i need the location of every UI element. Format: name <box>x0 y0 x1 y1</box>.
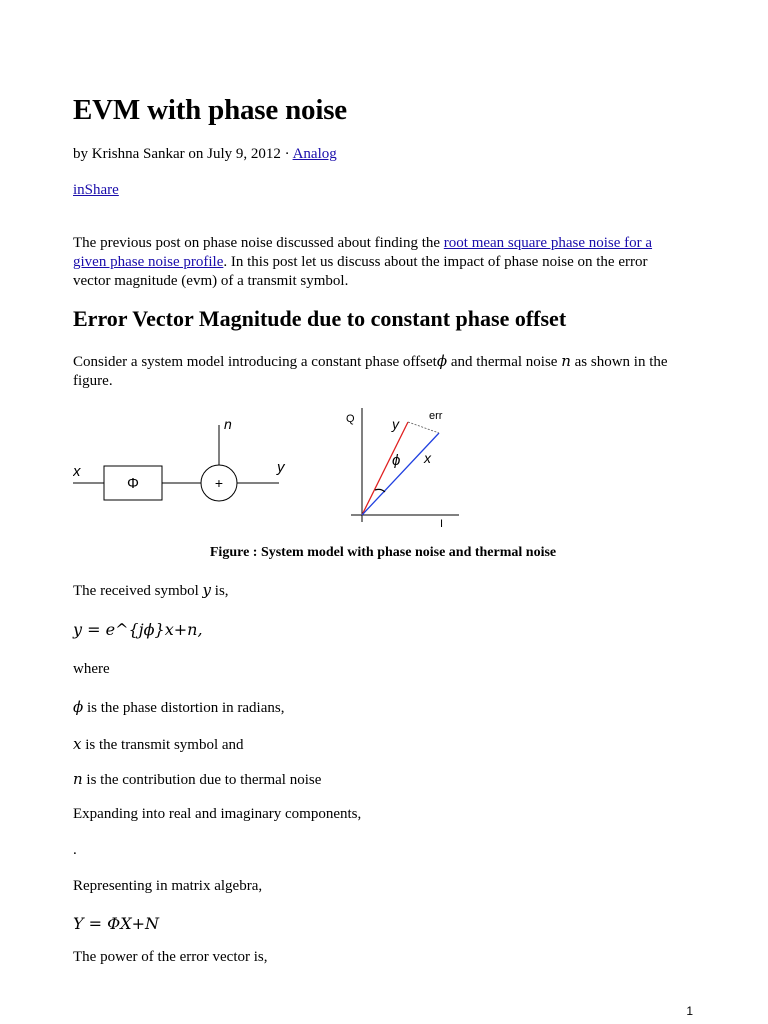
block-diagram-and-iq-plot <box>73 400 473 530</box>
where-text: where <box>73 661 110 677</box>
def-x <box>73 735 244 754</box>
phi-symbol: ϕ <box>436 352 448 370</box>
intro-text-1: The previous post on phase noise discussed about finding the <box>73 235 444 251</box>
y-symbol: y <box>202 581 212 599</box>
inshare-link[interactable]: inShare <box>73 182 119 198</box>
noise-label: n <box>224 416 232 432</box>
intro-paragraph <box>73 234 678 291</box>
byline <box>73 146 337 163</box>
output-label: y <box>277 459 285 476</box>
error-label: err <box>429 410 443 422</box>
figure-caption: Figure : System model with phase noise and thermal noise <box>209 545 557 560</box>
consider-text-1: Consider a system model introducing a constant phase offset <box>73 354 437 370</box>
figure <box>73 400 473 530</box>
received-vector <box>362 422 408 515</box>
received-text-2: is, <box>211 583 229 599</box>
def-phi-symbol: ϕ <box>73 698 84 716</box>
section-heading: Error Vector Magnitude due to constant phase offset <box>73 306 567 331</box>
def-x-text: is the transmit symbol and <box>81 737 244 753</box>
q-axis-label: Q <box>346 413 355 425</box>
page-number: 1 <box>686 1004 693 1018</box>
def-phi-text: is the phase distortion in radians, <box>83 700 285 716</box>
byline-text: by Krishna Sankar on July 9, 2012 · <box>73 146 293 162</box>
phase-block-label: Φ <box>127 475 139 492</box>
def-phi <box>73 698 284 717</box>
angle-label: ϕ <box>392 452 401 469</box>
n-symbol: n <box>561 352 571 370</box>
block-diagram <box>73 416 286 501</box>
error-vector <box>408 422 439 433</box>
received-line <box>73 581 229 600</box>
def-n-text: is the contribution due to thermal noise <box>82 772 322 788</box>
consider-text-3: as shown in the figure. <box>73 354 668 389</box>
category-link[interactable]: Analog <box>292 146 337 162</box>
inshare-link-wrap <box>73 182 119 199</box>
received-text-1: The received symbol <box>73 583 203 599</box>
equation-received: y = e^{jϕ}x+n, <box>73 620 203 639</box>
def-n-symbol: n <box>73 770 83 788</box>
input-label: x <box>73 463 81 480</box>
consider-paragraph <box>73 352 683 391</box>
intro-text-2: . In this post let us discuss about the impact of phase noise on the error vector magnitude (evm) of a transmit symbol. <box>73 254 648 289</box>
rms-phase-noise-link[interactable]: root mean square phase noise for a given phase noise profile <box>73 235 653 270</box>
page-title: EVM with phase noise <box>73 94 347 126</box>
equation-matrix: Y = ΦX+N <box>73 914 160 933</box>
expanding-text: Expanding into real and imaginary components, <box>73 806 362 822</box>
i-axis-label: I <box>440 518 444 530</box>
iq-plot <box>346 408 459 530</box>
transmit-label: x <box>424 450 431 466</box>
dot-text: . <box>73 842 77 858</box>
consider-text-2: and thermal noise <box>447 354 562 370</box>
def-x-symbol: x <box>73 735 82 753</box>
transmit-vector <box>362 433 439 515</box>
sum-symbol: + <box>214 475 224 491</box>
def-n <box>73 770 321 789</box>
received-label: y <box>392 416 399 432</box>
matrix-text: Representing in matrix algebra, <box>73 878 263 894</box>
power-text: The power of the error vector is, <box>73 949 268 965</box>
